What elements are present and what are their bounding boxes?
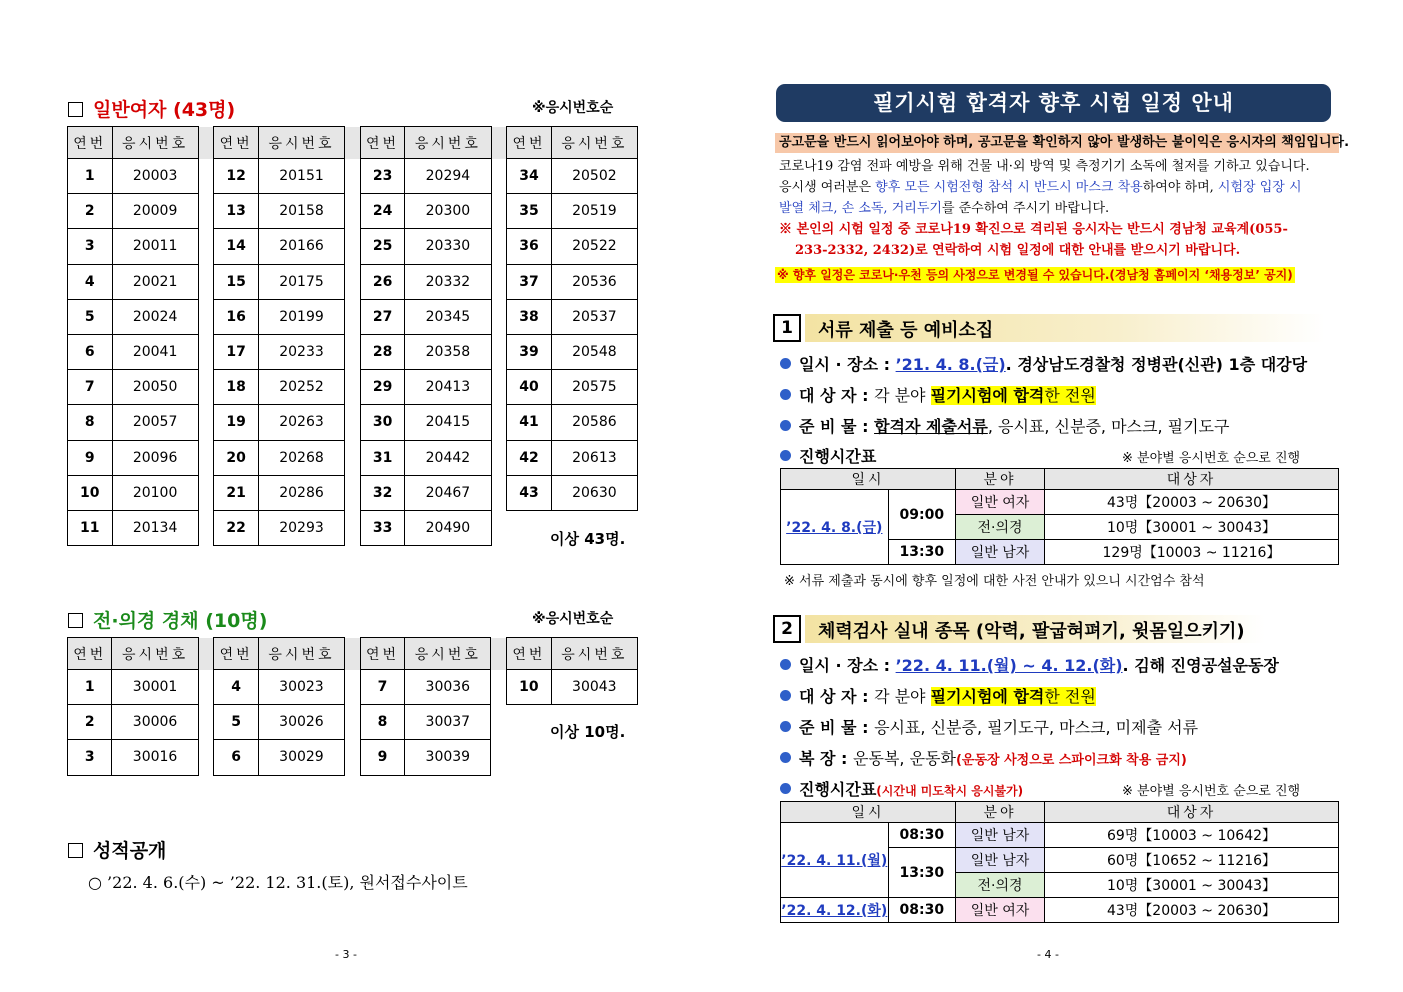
bullet-dot-icon xyxy=(780,389,791,400)
seq-cell: 16 xyxy=(214,299,259,334)
step1-footnote: ※ 서류 제출과 동시에 향후 일정에 대한 사전 안내가 있으니 시간엄수 참석 xyxy=(784,574,1205,589)
column-spacer xyxy=(198,229,214,264)
seq-cell: 9 xyxy=(360,740,404,775)
seq-cell: 5 xyxy=(68,299,113,334)
step1-schedule-table xyxy=(780,468,1339,565)
seq-cell: 32 xyxy=(360,475,405,510)
column-spacer xyxy=(491,229,507,264)
column-spacer xyxy=(198,440,214,475)
bullet-dot-icon xyxy=(780,358,791,369)
header-seq: 연번 xyxy=(68,127,113,159)
exam-number-cell: 20057 xyxy=(112,405,198,440)
table-row xyxy=(68,405,638,440)
page-number-4: - 4 - xyxy=(1037,948,1059,961)
exam-number-cell: 20467 xyxy=(405,475,491,510)
seq-cell: 38 xyxy=(507,299,552,334)
seq-cell: 41 xyxy=(507,405,552,440)
target-cell: 129명【10003 ~ 11216】 xyxy=(1045,540,1339,565)
bullet-dot-icon xyxy=(780,690,791,701)
seq-cell: 6 xyxy=(68,334,113,369)
seq-cell: 42 xyxy=(507,440,552,475)
step1-schedule-note: ※ 분야별 응시번호 순으로 진행 xyxy=(1122,451,1301,466)
exam-number-cell: 20345 xyxy=(405,299,491,334)
column-spacer xyxy=(491,334,507,369)
step2-number-box: 2 xyxy=(773,615,801,643)
target-cell: 10명【30001 ~ 30043】 xyxy=(1045,873,1339,898)
covid-line-5: 233-2332, 2432)로 연락하여 시험 일정에 대한 안내를 받으시기 바랍니다. xyxy=(795,243,1241,258)
column-spacer xyxy=(491,740,507,775)
table-row xyxy=(68,229,638,264)
exam-number-cell: 20358 xyxy=(405,334,491,369)
column-spacer xyxy=(491,475,507,510)
checkbox-square-icon xyxy=(68,102,83,117)
section-title-police-veteran: 전·의경 경채 (10명) xyxy=(68,606,267,633)
column-spacer xyxy=(491,440,507,475)
column-spacer xyxy=(491,670,507,705)
seq-cell: 18 xyxy=(214,370,259,405)
bullet-dot-icon xyxy=(780,659,791,670)
seq-cell: 1 xyxy=(68,159,113,194)
section-title-general-female: 일반여자 (43명) xyxy=(68,95,235,122)
exam-number-cell: 20100 xyxy=(112,475,198,510)
seq-cell xyxy=(507,510,552,545)
seq-cell: 3 xyxy=(68,740,112,775)
table-row xyxy=(68,334,638,369)
field-cell: 일반 남자 xyxy=(956,848,1045,873)
exam-number-cell: 20151 xyxy=(258,159,344,194)
table-row xyxy=(68,670,638,705)
seq-cell: 28 xyxy=(360,334,405,369)
seq-cell: 12 xyxy=(214,159,259,194)
column-spacer xyxy=(198,705,214,740)
seq-cell: 22 xyxy=(214,510,259,545)
exam-number-cell: 20003 xyxy=(112,159,198,194)
seq-cell: 7 xyxy=(360,670,404,705)
column-spacer xyxy=(345,638,361,670)
seq-cell: 5 xyxy=(214,705,258,740)
exam-number-cell: 30036 xyxy=(405,670,491,705)
seq-cell: 6 xyxy=(214,740,258,775)
column-spacer xyxy=(491,705,507,740)
header-exam-number: 응시번호 xyxy=(258,638,344,670)
seq-cell: 8 xyxy=(68,405,113,440)
exam-number-cell: 30006 xyxy=(112,705,198,740)
seq-cell xyxy=(507,740,552,775)
table-row xyxy=(68,264,638,299)
seq-cell: 26 xyxy=(360,264,405,299)
column-spacer xyxy=(345,705,361,740)
bullet-dot-icon xyxy=(780,420,791,431)
exam-number-cell: 30026 xyxy=(258,705,344,740)
exam-number-cell: 30001 xyxy=(112,670,198,705)
table-row xyxy=(68,475,638,510)
exam-number-cell: 20268 xyxy=(258,440,344,475)
seq-cell: 4 xyxy=(214,670,258,705)
warning-bar: 공고문을 반드시 읽어보아야 하며, 공고문을 확인하지 않아 발생하는 불이익은 응시자의 책임입니다. xyxy=(775,133,1339,153)
column-spacer xyxy=(198,475,214,510)
column-spacer xyxy=(345,475,361,510)
column-spacer xyxy=(491,127,507,159)
seq-cell: 39 xyxy=(507,334,552,369)
column-spacer xyxy=(491,264,507,299)
seq-cell: 9 xyxy=(68,440,113,475)
exam-number-cell: 20050 xyxy=(112,370,198,405)
bullet-dot-icon xyxy=(780,752,791,763)
header-exam-number: 응시번호 xyxy=(112,127,198,159)
column-spacer xyxy=(198,299,214,334)
seq-cell: 19 xyxy=(214,405,259,440)
time-cell: 09:00 xyxy=(888,490,955,540)
col-target: 대상자 xyxy=(1045,469,1339,490)
column-spacer xyxy=(345,264,361,299)
exam-number-cell: 20252 xyxy=(258,370,344,405)
col-date: 일시 xyxy=(781,469,956,490)
exam-number-cell: 20199 xyxy=(258,299,344,334)
step2-schedule-note: ※ 분야별 응시번호 순으로 진행 xyxy=(1122,784,1301,799)
exam-number-cell: 20294 xyxy=(405,159,491,194)
page-number-3: - 3 - xyxy=(335,948,357,961)
exam-number-cell: 20575 xyxy=(551,370,637,405)
seq-cell: 24 xyxy=(360,194,405,229)
exam-number-cell: 20522 xyxy=(551,229,637,264)
table-row xyxy=(68,440,638,475)
column-spacer xyxy=(491,299,507,334)
column-spacer xyxy=(198,670,214,705)
exam-number-cell: 20519 xyxy=(551,194,637,229)
header-seq: 연번 xyxy=(507,638,552,670)
header-exam-number: 응시번호 xyxy=(258,127,344,159)
total-10: 이상 10명. xyxy=(550,723,626,741)
covid-notice xyxy=(779,156,1339,261)
table-row xyxy=(68,740,638,775)
header-seq: 연번 xyxy=(214,638,258,670)
step1-schedule-label: 진행시간표 xyxy=(780,444,876,467)
seq-cell: 36 xyxy=(507,229,552,264)
column-spacer xyxy=(198,159,214,194)
target-cell: 10명【30001 ~ 30043】 xyxy=(1045,515,1339,540)
seq-cell: 7 xyxy=(68,370,113,405)
exam-number-cell: 20332 xyxy=(405,264,491,299)
exam-number-cell: 30023 xyxy=(258,670,344,705)
exam-number-cell: 20009 xyxy=(112,194,198,229)
seq-cell: 13 xyxy=(214,194,259,229)
exam-number-cell: 20613 xyxy=(551,440,637,475)
exam-number-cell: 20024 xyxy=(112,299,198,334)
seq-cell: 25 xyxy=(360,229,405,264)
exam-number-cell xyxy=(551,740,637,775)
header-exam-number: 응시번호 xyxy=(405,638,491,670)
exam-number-cell: 20536 xyxy=(551,264,637,299)
seq-cell: 31 xyxy=(360,440,405,475)
time-cell: 13:30 xyxy=(888,848,955,898)
column-spacer xyxy=(491,370,507,405)
date-cell: ’22. 4. 11.(월) xyxy=(781,823,889,898)
table-row xyxy=(68,194,638,229)
column-spacer xyxy=(198,334,214,369)
header-seq: 연번 xyxy=(360,638,404,670)
column-spacer xyxy=(198,194,214,229)
checkbox-square-icon xyxy=(68,843,83,858)
exam-number-cell: 20175 xyxy=(258,264,344,299)
header-exam-number: 응시번호 xyxy=(551,638,637,670)
step1-date-place: 일시 · 장소 : ’21. 4. 8.(금). 경상남도경찰청 정병관(신관) 1층 대강당 xyxy=(780,352,1307,375)
table-row xyxy=(68,159,638,194)
exam-number-cell: 20134 xyxy=(112,510,198,545)
exam-number-cell: 20502 xyxy=(551,159,637,194)
column-spacer xyxy=(345,510,361,545)
total-43: 이상 43명. xyxy=(550,530,626,548)
step2-schedule-label: 진행시간표(시간내 미도착시 응시불가) xyxy=(780,777,1023,800)
checkbox-square-icon xyxy=(68,613,83,628)
seq-cell: 35 xyxy=(507,194,552,229)
exam-number-cell: 20415 xyxy=(405,405,491,440)
exam-number-cell: 20300 xyxy=(405,194,491,229)
column-spacer xyxy=(345,740,361,775)
column-spacer xyxy=(198,127,214,159)
field-cell: 일반 여자 xyxy=(956,898,1045,923)
seq-cell: 11 xyxy=(68,510,113,545)
step2-prep: 준 비 물 : 응시표, 신분증, 필기도구, 마스크, 미제출 서류 xyxy=(780,715,1198,738)
step1-title: 서류 제출 등 예비소집 xyxy=(818,320,994,341)
exam-number-cell: 20413 xyxy=(405,370,491,405)
exam-number-cell: 20286 xyxy=(258,475,344,510)
covid-line-4: ※ 본인의 시험 일정 중 코로나19 확진으로 격리된 응시자는 반드시 경남청 교육계(055- xyxy=(779,222,1288,237)
seq-cell: 21 xyxy=(214,475,259,510)
exam-number-cell: 20233 xyxy=(258,334,344,369)
target-cell: 69명【10003 ~ 10642】 xyxy=(1045,823,1339,848)
exam-number-cell: 20630 xyxy=(551,475,637,510)
seq-cell: 40 xyxy=(507,370,552,405)
field-cell: 전·의경 xyxy=(956,873,1045,898)
column-spacer xyxy=(198,405,214,440)
sort-note: ※응시번호순 xyxy=(532,100,614,116)
target-cell: 60명【10652 ~ 11216】 xyxy=(1045,848,1339,873)
exam-number-cell: 30029 xyxy=(258,740,344,775)
time-cell: 08:30 xyxy=(888,898,955,923)
seq-cell: 17 xyxy=(214,334,259,369)
column-spacer xyxy=(345,334,361,369)
seq-cell: 1 xyxy=(68,670,112,705)
bullet-dot-icon xyxy=(780,783,791,794)
exam-number-cell: 20330 xyxy=(405,229,491,264)
schedule-change-notice: ※ 향후 일정은 코로나·우천 등의 사정으로 변경될 수 있습니다.(경남청 홈페이지 ‘채용정보’ 공지) xyxy=(777,268,1293,282)
step2-clothing: 복 장 : 운동복, 운동화(운동장 사정으로 스파이크화 착용 금지) xyxy=(780,746,1187,769)
header-seq: 연번 xyxy=(360,127,405,159)
step1-target: 대 상 자 : 각 분야 필기시험에 합격한 전원 xyxy=(780,383,1096,406)
seq-cell: 27 xyxy=(360,299,405,334)
column-spacer xyxy=(491,405,507,440)
date-cell: ’22. 4. 12.(화) xyxy=(781,898,889,923)
exam-number-cell: 30037 xyxy=(405,705,491,740)
exam-number-cell: 20011 xyxy=(112,229,198,264)
seq-cell: 10 xyxy=(68,475,113,510)
exam-number-cell: 20166 xyxy=(258,229,344,264)
time-cell: 13:30 xyxy=(888,540,955,565)
exam-number-cell: 20021 xyxy=(112,264,198,299)
column-spacer xyxy=(198,264,214,299)
seq-cell: 23 xyxy=(360,159,405,194)
bullet-dot-icon xyxy=(780,721,791,732)
seq-cell xyxy=(507,705,552,740)
col-target: 대상자 xyxy=(1045,802,1339,823)
column-spacer xyxy=(198,510,214,545)
header-exam-number: 응시번호 xyxy=(405,127,491,159)
column-spacer xyxy=(345,299,361,334)
step2-title: 체력검사 실내 종목 (악력, 팔굽혀펴기, 윗몸일으키기) xyxy=(818,621,1245,642)
column-spacer xyxy=(491,638,507,670)
field-cell: 일반 남자 xyxy=(956,823,1045,848)
seq-cell: 33 xyxy=(360,510,405,545)
seq-cell: 8 xyxy=(360,705,404,740)
column-spacer xyxy=(345,440,361,475)
seq-cell: 3 xyxy=(68,229,113,264)
step2-target: 대 상 자 : 각 분야 필기시험에 합격한 전원 xyxy=(780,684,1096,707)
col-field: 분야 xyxy=(956,469,1045,490)
col-date: 일시 xyxy=(781,802,956,823)
header-exam-number: 응시번호 xyxy=(112,638,198,670)
exam-number-cell: 20263 xyxy=(258,405,344,440)
exam-number-cell: 20041 xyxy=(112,334,198,369)
general-female-table xyxy=(67,126,638,546)
covid-line-1: 코로나19 감염 전파 예방을 위해 건물 내·외 방역 및 측정기기 소독에 철저를 기하고 있습니다. xyxy=(779,159,1310,174)
sort-note: ※응시번호순 xyxy=(532,611,614,627)
column-spacer xyxy=(491,194,507,229)
covid-line-3: 발열 체크, 손 소독, 거리두기를 준수하여 주시기 바랍니다. xyxy=(779,201,1110,216)
field-cell: 일반 남자 xyxy=(956,540,1045,565)
target-cell: 43명【20003 ~ 20630】 xyxy=(1045,898,1339,923)
step1-prep: 준 비 물 : 합격자 제출서류, 응시표, 신분증, 마스크, 필기도구 xyxy=(780,414,1229,437)
column-spacer xyxy=(345,194,361,229)
step2-schedule-table xyxy=(780,801,1339,923)
column-spacer xyxy=(198,638,214,670)
exam-number-cell: 20096 xyxy=(112,440,198,475)
date-cell: ’22. 4. 8.(금) xyxy=(781,490,889,565)
bullet-dot-icon xyxy=(780,450,791,461)
score-release-period: ○ ’22. 4. 6.(수) ~ ’22. 12. 31.(토), 원서접수사이트 xyxy=(88,873,468,892)
header-seq: 연번 xyxy=(507,127,552,159)
time-cell: 08:30 xyxy=(888,823,955,848)
exam-number-cell: 20537 xyxy=(551,299,637,334)
table-row xyxy=(68,370,638,405)
exam-number-cell: 20442 xyxy=(405,440,491,475)
exam-number-cell: 30016 xyxy=(112,740,198,775)
column-spacer xyxy=(491,510,507,545)
exam-number-cell: 20490 xyxy=(405,510,491,545)
exam-number-cell: 20548 xyxy=(551,334,637,369)
exam-number-cell: 20158 xyxy=(258,194,344,229)
column-spacer xyxy=(345,405,361,440)
column-spacer xyxy=(198,370,214,405)
column-spacer xyxy=(198,740,214,775)
seq-cell: 20 xyxy=(214,440,259,475)
exam-number-cell: 30043 xyxy=(551,670,637,705)
column-spacer xyxy=(345,229,361,264)
seq-cell: 14 xyxy=(214,229,259,264)
seq-cell: 37 xyxy=(507,264,552,299)
seq-cell: 30 xyxy=(360,405,405,440)
seq-cell: 10 xyxy=(507,670,552,705)
exam-number-cell: 20586 xyxy=(551,405,637,440)
seq-cell: 29 xyxy=(360,370,405,405)
step2-date-place: 일시 · 장소 : ’22. 4. 11.(월) ~ 4. 12.(화). 김해 진영공설운동장 xyxy=(780,653,1279,676)
seq-cell: 2 xyxy=(68,194,113,229)
column-spacer xyxy=(491,159,507,194)
table-row xyxy=(68,299,638,334)
field-cell: 전·의경 xyxy=(956,515,1045,540)
police-veteran-table xyxy=(67,637,638,776)
column-spacer xyxy=(345,370,361,405)
step1-number-box: 1 xyxy=(773,314,801,342)
exam-number-cell: 20293 xyxy=(258,510,344,545)
seq-cell: 43 xyxy=(507,475,552,510)
exam-number-cell: 30039 xyxy=(405,740,491,775)
seq-cell: 2 xyxy=(68,705,112,740)
column-spacer xyxy=(345,159,361,194)
header-seq: 연번 xyxy=(214,127,259,159)
col-field: 분야 xyxy=(956,802,1045,823)
seq-cell: 34 xyxy=(507,159,552,194)
target-cell: 43명【20003 ~ 20630】 xyxy=(1045,490,1339,515)
column-spacer xyxy=(345,670,361,705)
seq-cell: 4 xyxy=(68,264,113,299)
header-exam-number: 응시번호 xyxy=(551,127,637,159)
column-spacer xyxy=(345,127,361,159)
seq-cell: 15 xyxy=(214,264,259,299)
header-seq: 연번 xyxy=(68,638,112,670)
covid-line-2: 응시생 여러분은 향후 모든 시험전형 참석 시 반드시 마스크 착용하여야 하며, 시험장 입장 시 xyxy=(779,180,1302,195)
section-title-score-release: 성적공개 xyxy=(68,836,166,863)
field-cell: 일반 여자 xyxy=(956,490,1045,515)
page-banner: 필기시험 합격자 향후 시험 일정 안내 xyxy=(776,84,1331,122)
